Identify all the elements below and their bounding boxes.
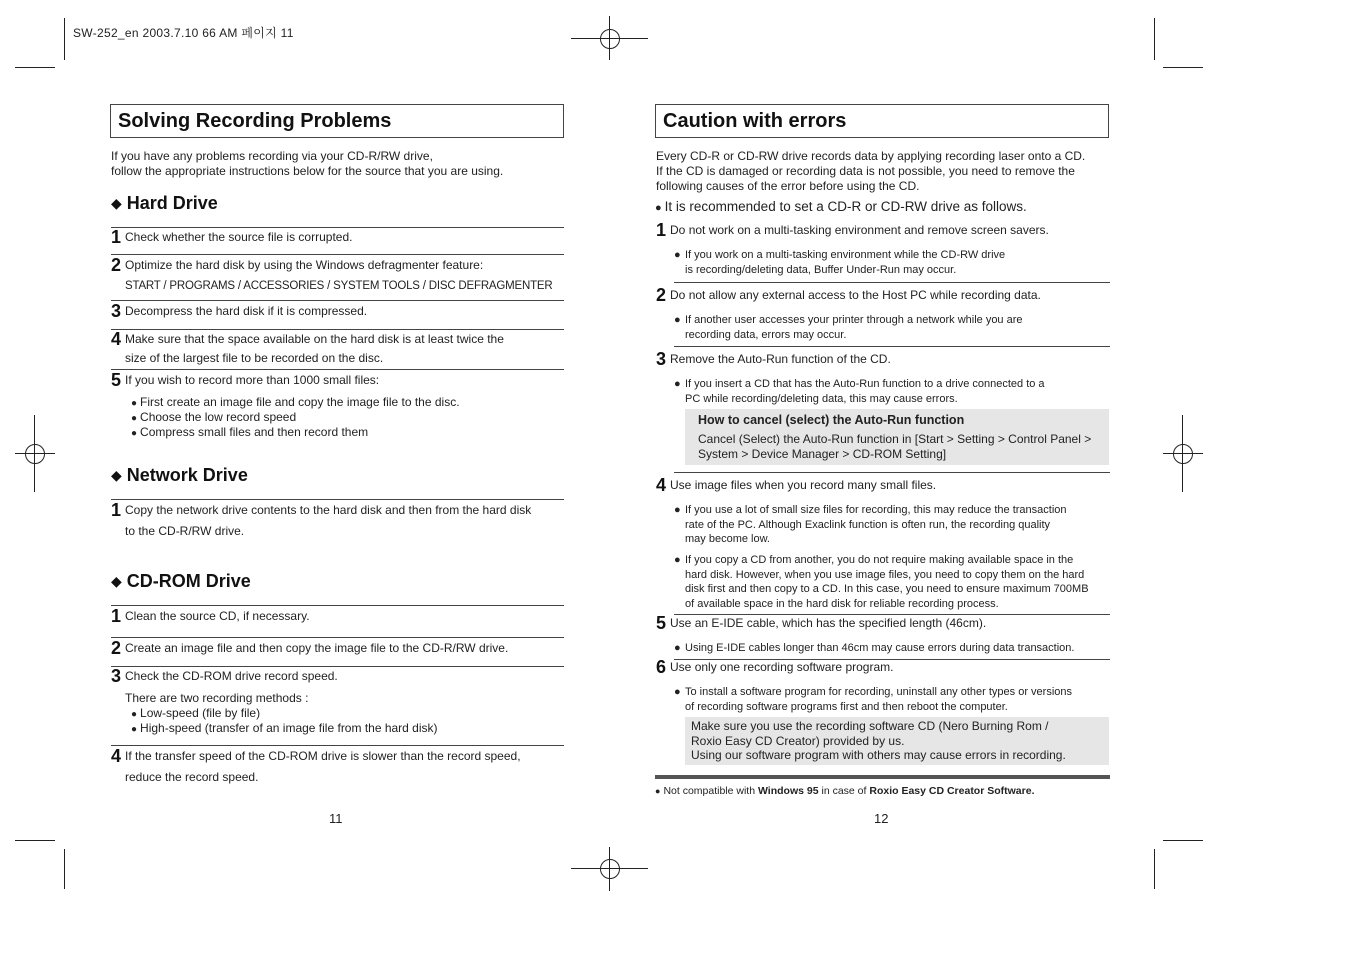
bullet-text: Low-speed (file by file) [140, 706, 261, 720]
print-header-mark: SW-252_en 2003.7.10 66 AM 페이지 11 [73, 26, 294, 40]
bullet-text: If you work on a multi-tasking environment while the CD-RW drive [685, 249, 1006, 261]
step-number: 4 [111, 746, 122, 766]
crop-mark [1163, 840, 1203, 841]
bullet-text: of recording software programs first and then reboot the computer. [685, 700, 1008, 713]
bullet-text: rate of the PC. Although Exaclink function is often run, the recording quality [685, 518, 1051, 531]
bullet-icon: ● [131, 724, 138, 735]
divider [674, 614, 1110, 615]
step-text: Remove the Auto-Run function of the CD. [670, 352, 891, 366]
divider [111, 499, 564, 500]
list-item [111, 329, 504, 349]
list-item [656, 220, 1049, 240]
step-number: 5 [656, 613, 667, 633]
bullet-text: PC while recording/deleting data, this may cause errors. [685, 392, 958, 405]
list-item [111, 638, 509, 658]
bullet-icon: ● [131, 428, 138, 439]
footnote-text: in case of [818, 785, 870, 797]
step-text: Decompress the hard disk if it is compressed. [125, 304, 368, 318]
crop-mark [64, 18, 65, 60]
section-heading-hard-drive [111, 193, 218, 214]
step-text: Make sure that the space available on the hard disk is at least twice the [125, 332, 504, 346]
crop-mark [64, 849, 65, 889]
recommendation [655, 199, 1027, 216]
bullet-text: If you use a lot of small size files for recording, this may reduce the transaction [685, 504, 1067, 516]
step-text: Do not work on a multi-tasking environment and remove screen savers. [670, 223, 1049, 237]
bullet-text: disk first and then copy to a CD. In this case, you need to ensure maximum 700MB [685, 583, 1089, 595]
intro-text: If you have any problems recording via your CD-R/RW drive, [111, 149, 433, 163]
bullet-icon: ● [131, 709, 138, 720]
bullet-text: To install a software program for recording, uninstall any other types or versions [685, 686, 1073, 698]
list-item [111, 666, 338, 686]
crop-mark [1163, 67, 1203, 68]
divider [111, 254, 564, 255]
step-text-continued: reduce the record speed. [125, 770, 259, 784]
intro-text: following causes of the error before using the CD. [656, 179, 920, 193]
registration-mark-icon [600, 859, 620, 879]
diamond-icon: ◆ [111, 195, 122, 211]
step-text: Copy the network drive contents to the hard disk and then from the hard disk [125, 503, 532, 517]
info-box-text: Using our software program with others may cause errors in recording. [691, 748, 1066, 762]
section-heading-label: Network Drive [126, 465, 248, 485]
bullet-item [674, 503, 1067, 547]
thick-divider [655, 775, 1110, 779]
step-text: Check whether the source file is corrupted. [125, 230, 353, 244]
footnote-text: Not compatible with [663, 785, 758, 797]
bullet-icon: ● [674, 378, 681, 390]
step-number: 4 [111, 329, 122, 349]
step-text: Use an E-IDE cable, which has the specified length (46cm). [670, 616, 987, 630]
divider [111, 300, 564, 301]
registration-mark-line [1182, 415, 1183, 492]
page-title: Solving Recording Problems [110, 104, 564, 138]
list-item [111, 255, 484, 275]
footnote-bold: Roxio Easy CD Creator Software. [869, 785, 1035, 797]
intro-text: If the CD is damaged or recording data is not possible, you need to remove the [656, 164, 1075, 178]
step-text: Use image files when you record many small files. [670, 478, 937, 492]
bullet-icon: ● [655, 786, 661, 796]
crop-mark [15, 840, 55, 841]
intro-text: follow the appropriate instructions below for the source that you are using. [111, 164, 504, 178]
divider [111, 745, 564, 746]
list-item [111, 227, 353, 247]
bullet-text: Using E-IDE cables longer than 46cm may cause errors during data transaction. [685, 642, 1075, 654]
step-number: 3 [111, 301, 122, 321]
step-number: 1 [111, 227, 122, 247]
list-item [656, 657, 894, 677]
page-title: Caution with errors [655, 104, 1109, 138]
step-number: 5 [111, 370, 122, 390]
list-item [111, 606, 310, 626]
bullet-icon: ● [131, 398, 138, 409]
registration-mark-line [609, 847, 610, 891]
section-heading-cdrom-drive [111, 571, 251, 592]
divider [111, 605, 564, 606]
bullet-icon: ● [655, 202, 662, 214]
bullet-item [131, 425, 368, 441]
intro-text: Every CD-R or CD-RW drive records data by applying recording laser onto a CD. [656, 149, 1086, 163]
registration-mark-line [15, 453, 55, 454]
divider [111, 369, 564, 370]
page-number: 11 [329, 811, 343, 826]
step-text-continued: size of the largest file to be recorded on the disc. [125, 351, 384, 365]
bullet-icon: ● [674, 686, 681, 698]
section-heading-label: Hard Drive [126, 193, 218, 213]
step-number: 3 [111, 666, 122, 686]
step-number: 4 [656, 475, 667, 495]
bullet-item [131, 410, 296, 426]
bullet-text: Compress small files and then record them [140, 425, 369, 439]
bullet-item [674, 313, 1023, 342]
crop-mark [15, 67, 55, 68]
step-number: 3 [656, 349, 667, 369]
bullet-text: hard disk. However, when you use image files, you need to copy them on the hard [685, 568, 1085, 581]
step-text: If the transfer speed of the CD-ROM drive is slower than the record speed, [125, 749, 521, 763]
diamond-icon: ◆ [111, 467, 122, 483]
bullet-text: of available space in the hard disk for reliable recording process. [685, 597, 999, 610]
bullet-icon: ● [674, 504, 681, 516]
section-heading-network-drive [111, 465, 248, 486]
divider [111, 666, 564, 667]
step-text: If you wish to record more than 1000 small files: [125, 373, 380, 387]
bullet-item [674, 377, 1045, 406]
step-text: Use only one recording software program. [670, 660, 894, 674]
bullet-text: is recording/deleting data, Buffer Under-Run may occur. [685, 263, 957, 276]
step-text: Create an image file and then copy the image file to the CD-R/RW drive. [125, 641, 509, 655]
bullet-text: If you copy a CD from another, you do not require making available space in the [685, 554, 1074, 566]
list-item [111, 500, 532, 520]
bullet-text: Choose the low record speed [140, 410, 297, 424]
bullet-icon: ● [674, 249, 681, 261]
registration-mark-line [1163, 453, 1203, 454]
list-item [656, 285, 1041, 305]
bullet-item [674, 641, 1075, 656]
step-text: Optimize the hard disk by using the Windows defragmenter feature: [125, 258, 484, 272]
divider [674, 346, 1110, 347]
crop-mark [1154, 849, 1155, 889]
step-number: 1 [111, 606, 122, 626]
registration-mark-icon [600, 29, 620, 49]
step-text: Clean the source CD, if necessary. [125, 609, 310, 623]
info-box-text: Cancel (Select) the Auto-Run function in [Start > Setting > Control Panel > [698, 432, 1092, 446]
bullet-text: If you insert a CD that has the Auto-Run function to a drive connected to a [685, 378, 1045, 390]
bullet-item [131, 721, 438, 737]
bullet-item [131, 706, 260, 722]
list-item [111, 301, 368, 321]
bullet-text: may become low. [685, 533, 770, 545]
bullet-icon: ● [131, 413, 138, 424]
step-text-continued: to the CD-R/RW drive. [125, 524, 245, 538]
step-subtext: There are two recording methods : [125, 691, 309, 705]
list-item [111, 746, 521, 766]
divider [674, 282, 1110, 283]
bullet-item [674, 685, 1073, 714]
page-number: 12 [874, 811, 889, 826]
section-heading-label: CD-ROM Drive [126, 571, 251, 591]
info-box-text: Roxio Easy CD Creator) provided by us. [691, 733, 905, 748]
registration-mark-line [609, 16, 610, 60]
bullet-item [674, 248, 1006, 277]
recommendation-text: It is recommended to set a CD-R or CD-RW drive as follows. [664, 199, 1027, 214]
info-box-text: System > Device Manager > CD-ROM Setting] [698, 446, 947, 461]
bullet-text: First create an image file and copy the image file to the disc. [140, 395, 460, 409]
step-number: 2 [656, 285, 667, 305]
step-number: 2 [111, 638, 122, 658]
info-box-text: Make sure you use the recording software CD (Nero Burning Rom / [691, 719, 1049, 733]
bullet-icon: ● [674, 554, 681, 566]
bullet-item [674, 553, 1089, 611]
list-item [656, 475, 937, 495]
step-text: Do not allow any external access to the Host PC while recording data. [670, 288, 1041, 302]
crop-mark [1154, 18, 1155, 60]
info-box [685, 717, 1109, 765]
step-number: 2 [111, 255, 122, 275]
bullet-text: recording data, errors may occur. [685, 328, 847, 341]
list-item [111, 370, 380, 390]
registration-mark-icon [25, 444, 45, 464]
bullet-text: High-speed (transfer of an image file from the hard disk) [140, 721, 438, 735]
step-text: Check the CD-ROM drive record speed. [125, 669, 338, 683]
divider [111, 227, 564, 228]
bullet-item [131, 395, 460, 411]
list-item [656, 349, 891, 369]
divider [111, 329, 564, 330]
bullet-icon: ● [674, 642, 681, 654]
registration-mark-line [34, 415, 35, 492]
list-item [656, 613, 987, 633]
info-box-title: How to cancel (select) the Auto-Run function [698, 413, 965, 427]
menu-path: START / PROGRAMS / ACCESSORIES / SYSTEM TOOLS / DISC DEFRAGMENTER [125, 280, 553, 292]
divider [111, 637, 564, 638]
footnote-bold: Windows 95 [757, 785, 819, 797]
divider [674, 472, 1110, 473]
registration-mark-icon [1173, 444, 1193, 464]
step-number: 1 [111, 500, 122, 520]
bullet-icon: ● [674, 314, 681, 326]
info-box [685, 409, 1109, 465]
step-number: 1 [656, 220, 667, 240]
diamond-icon: ◆ [111, 573, 122, 589]
bullet-text: If another user accesses your printer through a network while you are [685, 314, 1023, 326]
step-number: 6 [656, 657, 667, 677]
footnote [655, 784, 1035, 799]
